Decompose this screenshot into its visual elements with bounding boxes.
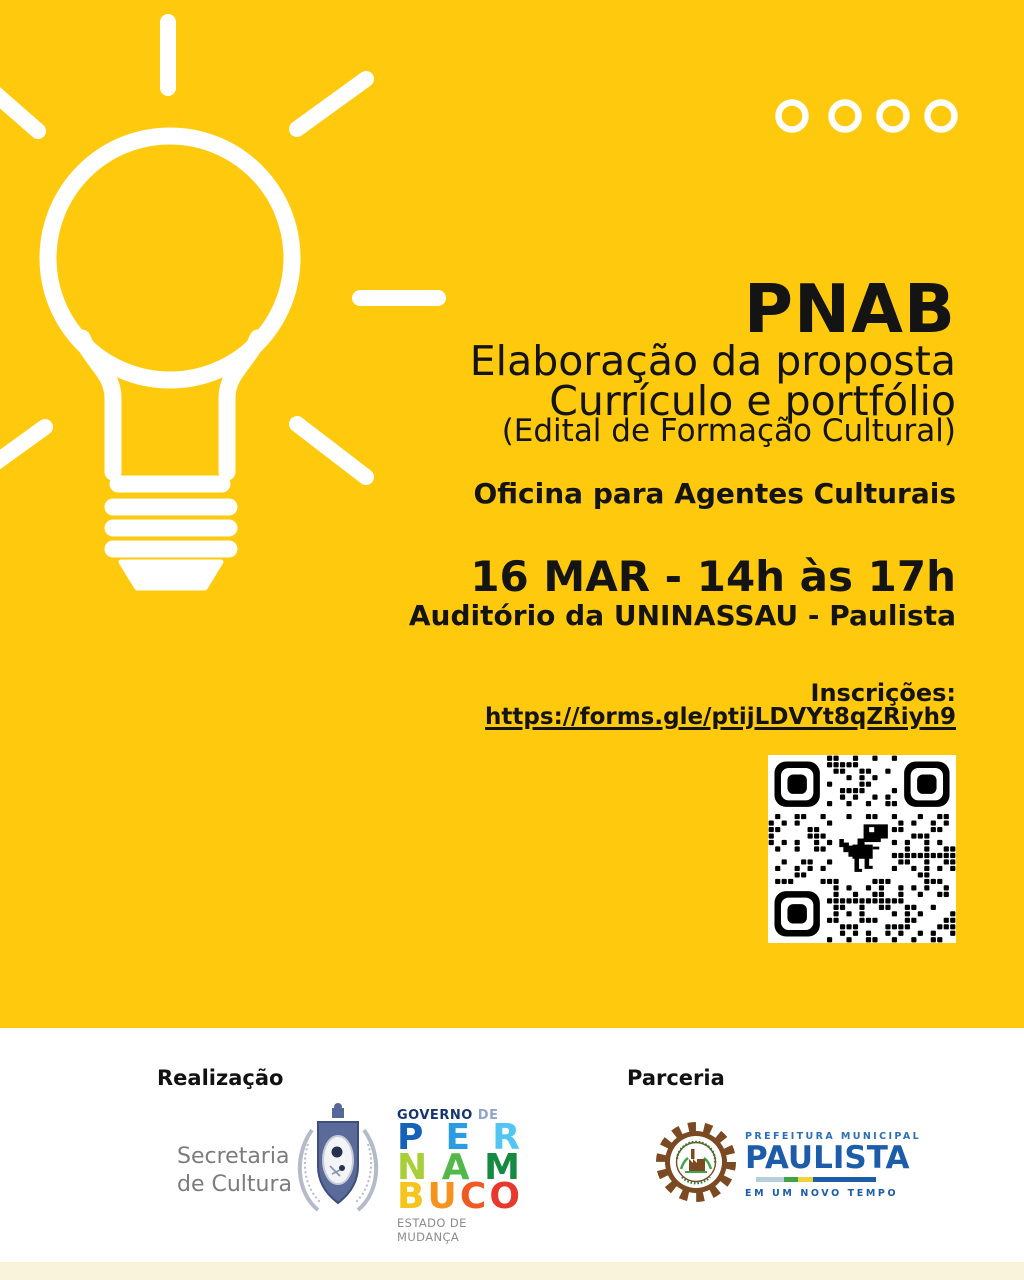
governo-de-word: DE xyxy=(477,1108,499,1123)
stripe-segment xyxy=(813,1177,876,1182)
prefeitura-paulista-logo xyxy=(745,1131,922,1199)
event-type: Oficina para Agentes Culturais xyxy=(473,477,956,510)
subtitle-line-3: (Edital de Formação Cultural) xyxy=(501,413,956,449)
subtitle-line-1: Elaboração da proposta xyxy=(469,337,956,385)
letter: R xyxy=(492,1117,519,1158)
qr-code xyxy=(768,755,956,943)
prefeitura-tagline: EM UM NOVO TEMPO xyxy=(745,1187,899,1199)
secretaria-line2: de Cultura xyxy=(177,1171,293,1197)
prefeitura-header: PREFEITURA MUNICIPAL xyxy=(745,1131,922,1142)
stripe-segment xyxy=(784,1177,798,1182)
governo-word: GOVERNO xyxy=(397,1108,473,1123)
realization-label: Realização xyxy=(157,1066,284,1090)
governo-pernambuco-logo xyxy=(397,1108,521,1244)
pernambuco-coat-of-arms-icon xyxy=(288,1100,388,1222)
subtitle-line-2: Currículo e portfólio xyxy=(549,377,956,425)
bottom-cream-strip xyxy=(0,1262,1024,1280)
letter: M xyxy=(484,1146,519,1188)
governo-tagline: ESTADO DE MUDANÇA xyxy=(397,1215,467,1244)
poster-title: PNAB xyxy=(743,270,956,348)
partnership-label: Parceria xyxy=(627,1066,725,1090)
decorative-dots-icon xyxy=(779,103,955,130)
stripe-segment xyxy=(798,1177,813,1182)
letter: C xyxy=(459,1176,486,1218)
prefeitura-stripe-icon xyxy=(756,1177,876,1182)
letter: P xyxy=(397,1117,423,1158)
letter: E xyxy=(445,1117,470,1158)
letter: B xyxy=(397,1176,424,1218)
event-datetime: 16 MAR - 14h às 17h xyxy=(470,552,956,601)
letter: N xyxy=(397,1146,427,1188)
registration-link[interactable]: https://forms.gle/ptijLDVYt8qZRiyh9 xyxy=(485,704,956,730)
secretaria-line1: Secretaria xyxy=(177,1144,290,1169)
letter: A xyxy=(441,1146,469,1188)
letter: O xyxy=(489,1176,519,1218)
letter: U xyxy=(427,1176,456,1218)
paulista-gear-emblem-icon xyxy=(655,1119,737,1205)
registration-label: Inscrições: xyxy=(810,679,956,707)
secretaria-de-cultura-logo xyxy=(177,1143,292,1198)
event-location: Auditório da UNINASSAU - Paulista xyxy=(408,599,956,632)
prefeitura-name: PAULISTA xyxy=(745,1140,910,1176)
stripe-segment xyxy=(756,1177,784,1182)
